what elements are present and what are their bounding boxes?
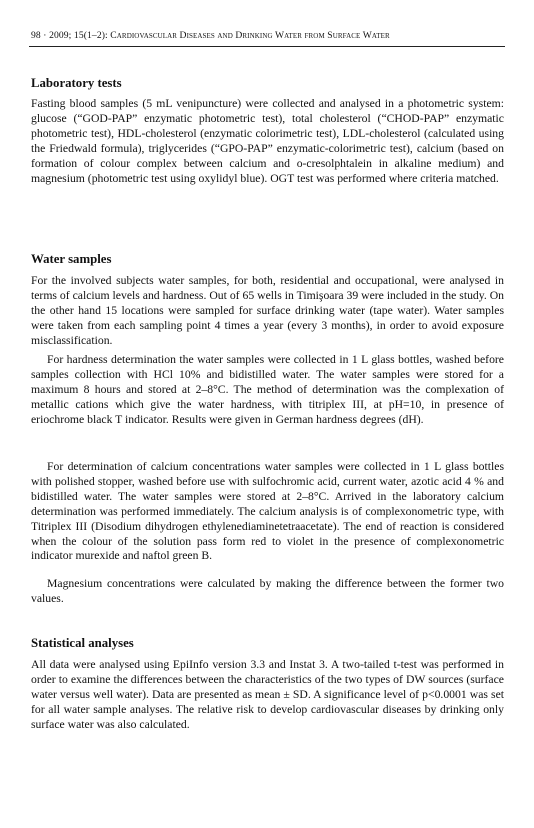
paragraph-water-magnesium: Magnesium concentrations were calculated by making the difference between the former two values. bbox=[31, 577, 504, 605]
paragraph-water-calcium: For determination of calcium concentrations water samples were collected in 1 L glass bottles with polished stopper, washed before use with sulfochromic acid, current water, azotic acid 4 % and bidistilled water. The water samples were stored at 2–8°C. Arrived in the laboratory calcium determination was performed immediately. The calcium analysis is of complexonometric type, with Titriplex III (Disodium dihydrogen ethylenediaminetetraacetate). The end of reaction is considered when the colour of the solution pass form red to violet in the presence of complexonometric indicator murexide and naftol green B. bbox=[31, 460, 504, 563]
paragraph-statistical-analyses: All data were analysed using EpiInfo version 3.3 and Instat 3. A two-tailed t-test was performed in order to examine the differences between the characteristics of the two types of DW sources (surface water versus well water). Data are presented as mean ± SD. A significance level of p<0.0001 was set for all water sample analyses. The relative risk to develop cardiovascular diseases by drinking only surface water was also calculated. bbox=[31, 658, 504, 731]
section-title-statistical-analyses: Statistical analyses bbox=[31, 636, 134, 650]
paragraph-water-samples-1: For the involved subjects water samples, for both, residential and occupational, were analysed in terms of calcium levels and hardness. Out of 65 wells in Timişoara 39 were included in the study. On the other hand 15 locations were sampled for surface drinking water (tape water). Water samples were taken from each sampling point 4 times a year (every 3 months), in order to avoid exposure misclassification. bbox=[31, 274, 504, 347]
running-head: 98 · 2009; 15(1–2): Cardiovascular Diseases and Drinking Water from Surface Water bbox=[31, 30, 390, 41]
paragraph-water-hardness: For hardness determination the water samples were collected in 1 L glass bottles, washed before samples collection with HCl 10% and bidistilled water. The water samples were stored for a maximum 8 hours and stored at 2–8°C. The method of determination was the complexation of metallic cations which give the water hardness, with titriplex III, at pH=10, in presence of eriochrome black T indicator. Results were given in German hardness degrees (dH). bbox=[31, 353, 504, 426]
section-title-laboratory-tests: Laboratory tests bbox=[31, 76, 122, 90]
paragraph-laboratory-tests: Fasting blood samples (5 mL venipuncture) were collected and analysed in a photometric system: glucose (“GOD-PAP” enzymatic photometric test), total cholesterol (“CHOD-PAP” enzymatic photometric test), HDL-cholesterol (enzymatic colorimetric test), LDL-cholesterol (calculated using the Friedwald formula), triglycerides (“GPO-PAP” enzymatic-colorimetric test), calcium (based on formation of colour complex between calcium and o-cresolphtalein in alkaline medium) and magnesium (photometric test using oxylidyl blue). OGT test was performed where criteria matched. bbox=[31, 97, 504, 185]
section-title-water-samples: Water samples bbox=[31, 252, 112, 266]
header-rule bbox=[29, 46, 505, 47]
